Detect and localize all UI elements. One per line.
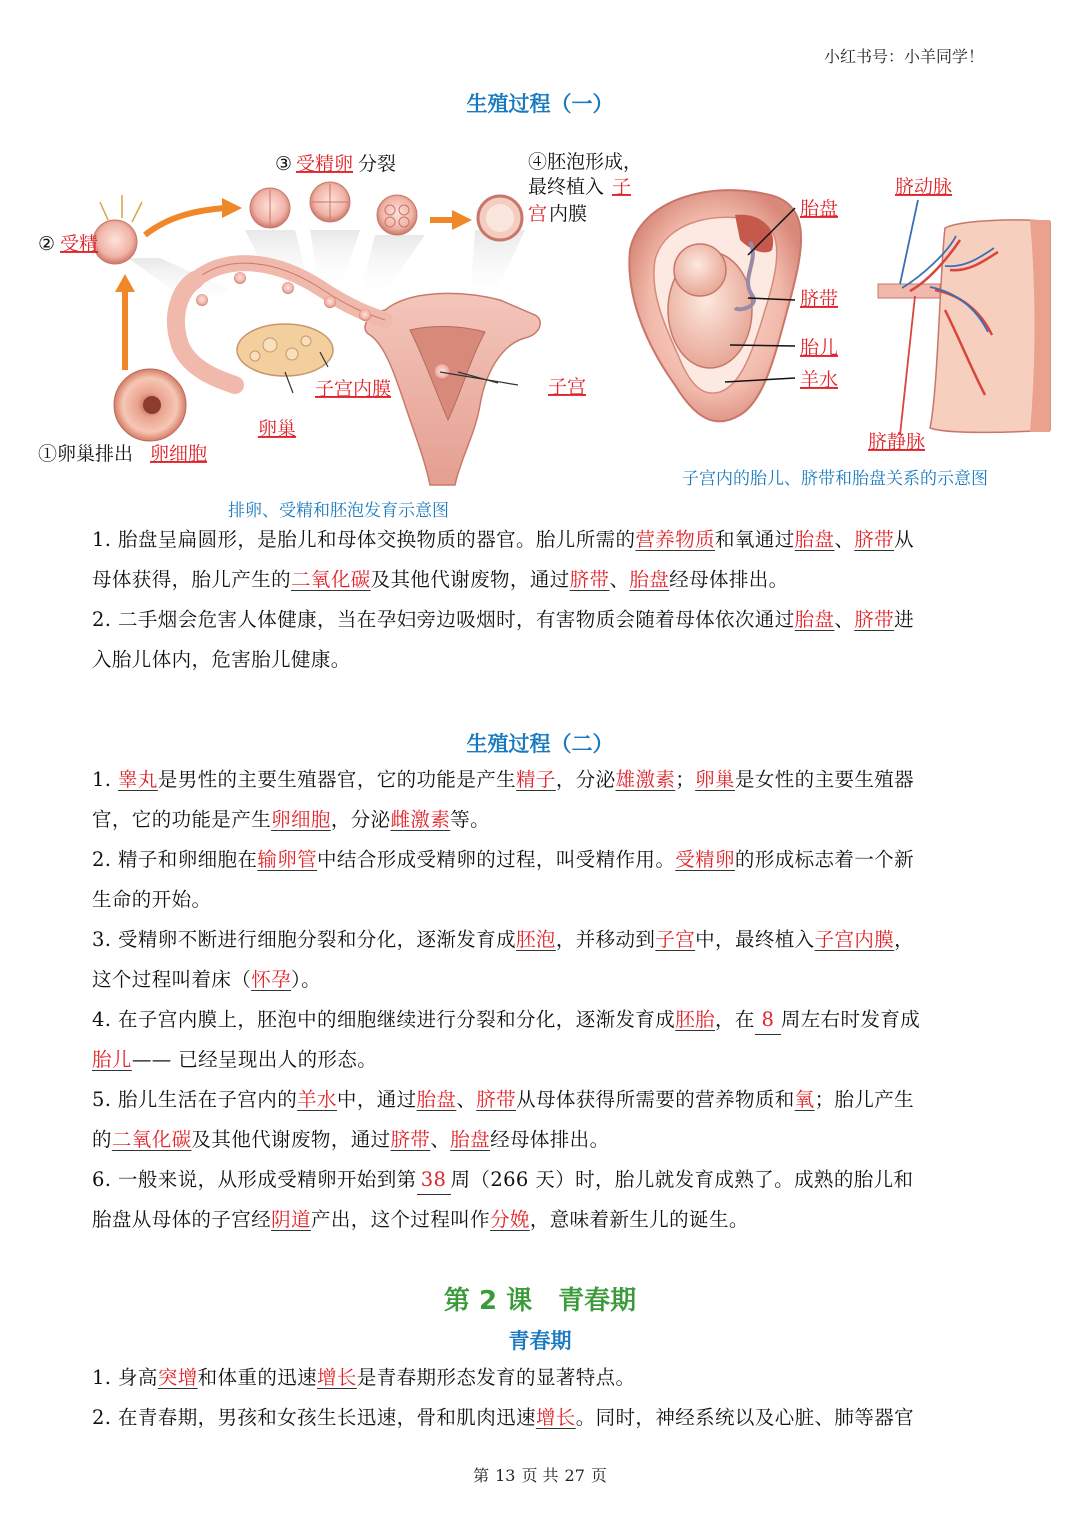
- caption-left-figure: 排卵、受精和胚泡发育示意图: [228, 501, 449, 521]
- caption-right-figure: 子宫内的胎儿、脐带和胎盘关系的示意图: [682, 469, 988, 489]
- section2-paragraph-2: 2. 精子和卵细胞在输卵管中结合形成受精卵的过程，叫受精作用。受精卵的形成标志着一个新 生命的开始。: [92, 848, 915, 911]
- label-step4-line3-term: 宫: [528, 203, 548, 225]
- section2-paragraph-1: 1. 睾丸是男性的主要生殖器官，它的功能是产生精子，分泌雄激素；卵巢是女性的主要生殖器 官，它的功能是产生卵细胞，分泌雌激素等。: [92, 768, 915, 831]
- label-fetus: 胎儿: [800, 337, 839, 359]
- section2-paragraph-3: 3. 受精卵不断进行细胞分裂和分化，逐渐发育成胚泡，并移动到子宫中，最终植入子宫内膜， 这个过程叫着床（怀孕）。: [92, 928, 915, 991]
- section2-paragraph-6: 6. 一般来说，从形成受精卵开始到第 38 周（266 天）时，胎儿就发育成熟了。成熟的胎儿和 胎盘从母体的子宫经阴道产出，这个过程叫作分娩，意味着新生儿的诞生。: [92, 1168, 914, 1231]
- header-note: 小红书号：小羊同学！: [823, 47, 984, 66]
- footer-page-number: 13: [495, 1466, 516, 1485]
- label-fertilization: 受精: [60, 233, 99, 255]
- section2-paragraph-4: 4. 在子宫内膜上，胚泡中的细胞继续进行分裂和分化，逐渐发育成胚胎，在 8 周左右时发育成 胎儿—— 已经呈现出人的形态。: [92, 1008, 921, 1071]
- label-uterus: 子宫: [548, 376, 587, 398]
- label-amniotic-fluid: 羊水: [800, 369, 839, 391]
- label-umbilical-cord: 脐带: [800, 288, 839, 310]
- section-title-reproduction-1: 生殖过程（一）: [466, 92, 614, 116]
- label-step4-line1: ④胚泡形成，: [528, 151, 643, 173]
- label-step3-prefix: ③: [275, 153, 293, 175]
- fetus-placenta-diagram: [600, 160, 1060, 500]
- label-ovary: 卵巢: [258, 418, 297, 440]
- label-step3-suffix: 分裂: [358, 153, 397, 175]
- section1-paragraph-2: 2. 二手烟会危害人体健康，当在孕妇旁边吸烟时，有害物质会随着母体依次通过胎盘、脐带进 入胎儿体内，危害胎儿健康。: [92, 608, 915, 671]
- ovulation-fertilization-diagram: [30, 140, 643, 521]
- section2-paragraph-5: 5. 胎儿生活在子宫内的羊水中，通过胎盘、脐带从母体获得所需要的营养物质和氧；胎儿产生 的二氧化碳及其他代谢废物，通过脐带、胎盘经母体排出。: [92, 1088, 915, 1151]
- footer-suffix: 页: [590, 1466, 607, 1485]
- section3-paragraph-2: 2. 在青春期，男孩和女孩生长迅速，骨和肌肉迅速增长。同时，神经系统以及心脏、肺等器官: [92, 1406, 915, 1429]
- label-egg-cell: 卵细胞: [150, 443, 208, 465]
- label-endometrium: 子宫内膜: [315, 378, 392, 400]
- label-umbilical-vein: 脐静脉: [868, 431, 926, 453]
- label-step1-prefix: ①卵巢排出: [38, 443, 134, 465]
- section-title-reproduction-2: 生殖过程（二）: [466, 732, 614, 756]
- page-footer: [0, 1463, 1080, 1486]
- label-umbilical-artery: 脐动脉: [895, 176, 953, 198]
- lesson-title: 第 2 课 青春期: [443, 1286, 637, 1316]
- label-step4-line2-prefix: 最终植入: [528, 176, 605, 198]
- label-placenta: 胎盘: [800, 198, 839, 220]
- section1-paragraph-1: 1. 胎盘呈扁圆形，是胎儿和母体交换物质的器官。胎儿所需的营养物质和氧通过胎盘、脐带从 母体获得，胎儿产生的二氧化碳及其他代谢废物，通过脐带、胎盘经母体排出。: [92, 528, 915, 591]
- label-step4-line3-suffix: 内膜: [549, 203, 588, 225]
- footer-middle: 页 共: [521, 1466, 559, 1485]
- section3-paragraph-1: 1. 身高突增和体重的迅速增长是青春期形态发育的显著特点。: [92, 1366, 636, 1389]
- section-title-puberty: 青春期: [508, 1329, 572, 1353]
- footer-total-pages: 27: [564, 1466, 585, 1485]
- label-step4-line2-term: 子: [612, 176, 632, 198]
- label-zygote: 受精卵: [296, 153, 354, 175]
- footer-prefix: 第: [473, 1466, 490, 1485]
- label-step2-prefix: ②: [38, 233, 56, 255]
